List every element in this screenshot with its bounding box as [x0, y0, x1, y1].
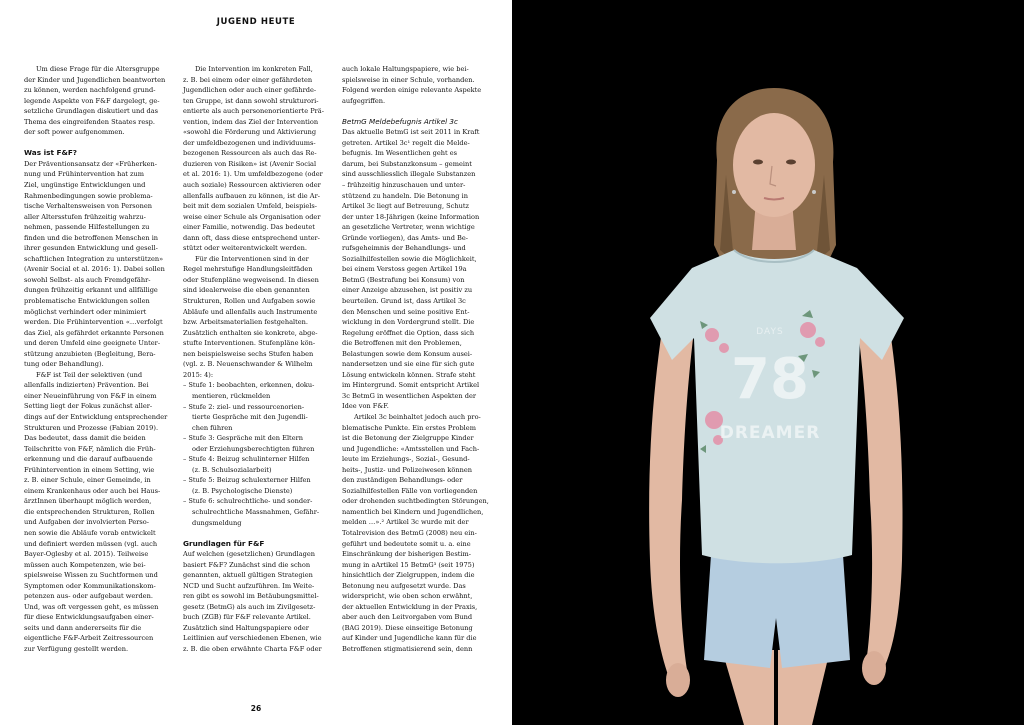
text-line: nung und Frühintervention hat zum [24, 170, 144, 179]
text-line: finden und die betroffenen Menschen in [24, 233, 159, 242]
section-heading: Was ist F&F? [24, 148, 78, 158]
text-line: Für die Interventionen sind in der [195, 254, 309, 263]
text-line: der aktuellen Entwicklung in der Praxis, [342, 602, 478, 611]
text-line: nehmen, passende Hilfestellungen zu [24, 223, 150, 232]
text-line: einer Neueinführung von F&F in einem [24, 391, 157, 400]
text-line: Abläufe und allenfalls auch Instrumente [183, 307, 318, 316]
text-line: dungen frühzeitig erkannt und allfällige [24, 286, 158, 295]
text-line: Sozialhilfestellen sowie die Möglichkeit, [342, 254, 477, 263]
stage-list [183, 380, 331, 528]
text-line: und deren Umfeld eine geeignete Unter- [24, 339, 161, 348]
list-item [183, 496, 331, 528]
text-line: stützend zu handeln. Die Betonung in [342, 191, 468, 200]
text-line: und Jugendliche: «Amtsstellen und Fach- [342, 444, 480, 453]
text-line: F&F ist Teil der selektiven (und [36, 370, 143, 379]
text-line: Artikel 3c liegt auf Betreuung, Schutz [342, 202, 469, 211]
text-line: heits-, Justiz- und Polizeiwesen können [342, 465, 472, 474]
text-line: «sowohl die Förderung und Aktivierung [183, 128, 317, 137]
text-line: bezogenen Ressourcen als auch das Re- [183, 149, 317, 158]
text-line: getreten. Artikel 3c¹ regelt die Melde- [342, 138, 470, 147]
text-line: oder Erziehungsberechtigten führen [192, 444, 315, 453]
text-line: der soft power aufgenommen. [24, 128, 125, 137]
text-line: Frühintervention in einem Setting, wie [24, 465, 155, 474]
text-line: spielsweise Wissen zu Suchtformen und [24, 571, 158, 580]
text-line: dings auf der Entwicklung entsprechender [24, 413, 168, 421]
text-line: stufte Interventionen. Stufenpläne kön- [183, 339, 316, 348]
text-line: dann oft, dass diese entsprechend unter- [183, 233, 320, 242]
text-line: z. B. einer Schule, einer Gemeinde, in [24, 476, 151, 485]
text-line: Und, was oft vergessen geht, es müssen [24, 602, 159, 611]
text-line: basiert F&F? Zunächst sind die schon [183, 560, 311, 569]
list-item [183, 380, 331, 401]
text-line: erkennung und die darauf aufbauende [24, 455, 153, 464]
text-line: Das bedeutet, dass damit die beiden [24, 434, 146, 443]
text-line: ten Gruppe, ist dann sowohl strukturori- [183, 96, 319, 105]
text-line: mentieren, rückmelden [192, 391, 271, 400]
text-line: genannten, aktuell gültigen Strategien [183, 571, 313, 580]
text-line: oder Stufenpläne wegweisend. In diesen [183, 275, 319, 284]
column-2 [183, 64, 331, 655]
text-line: sind idealerweise die eben genannten [183, 286, 310, 295]
text-line: nen beispielsweise sechs Stufen haben [183, 349, 314, 358]
text-line: bei einem Verstoss gegen Artikel 19a [342, 265, 467, 274]
text-line: auf Kinder und Jugendliche kann für die [342, 634, 477, 643]
text-line: das Ziel, als gefährdet erkannte Personen [24, 328, 164, 337]
text-line: aller Altersstufen frühzeitig wahrzu- [24, 212, 146, 221]
text-line: Setting liegt der Fokus zunächst aller- [24, 402, 153, 411]
text-line: müssen auch Kompetenzen, wie bei- [24, 560, 146, 569]
text-line: rufsgeheimnis der Behandlungs- und [342, 244, 466, 253]
text-line: (BAG 2019). Diese einseitige Betonung [342, 623, 473, 632]
text-line: Rahmenbedingungen sowie problema- [24, 191, 153, 200]
column-1 [24, 64, 172, 655]
text-line: namentlich bei Kindern und Jugendlichen, [342, 507, 484, 516]
text-line: – Stufe 5: Beizug schulexterner Hilfen [183, 476, 311, 485]
text-line: Ziel, ungünstige Entwicklungen und [24, 180, 146, 189]
text-line: aber auch den Leitvorgaben vom Bund [342, 613, 473, 622]
text-line: allenfalls indizierten) Prävention. Bei [24, 381, 149, 390]
text-line: Die Intervention im konkreten Fall, [195, 65, 313, 73]
text-line: der Kinder und Jugendlichen beantworten [24, 75, 166, 84]
text-line: ren gibt es sowohl im Betäubungsmittel- [183, 592, 319, 601]
text-line: Betonung neu aufgesetzt wurde. Das [342, 581, 466, 590]
text-line: et al. 2016: 1). Um umfeldbezogene (oder [183, 170, 323, 179]
text-line: chen führen [192, 423, 233, 432]
text-line: Auf welchen (gesetzlichen) Grundlagen [183, 550, 316, 559]
text-line: allenfalls aufbauen zu können, ist die Ar- [183, 191, 320, 200]
text-line: mung in aArtikel 15 BetmG³ (seit 1975) [342, 560, 475, 569]
text-line: BetmG (Bestrafung bei Konsum) von [342, 275, 465, 284]
text-line: Strukturen, Rollen und Aufgaben sowie [183, 297, 316, 306]
text-line: Einschränkung der bisherigen Bestim- [342, 550, 471, 559]
text-line: Bayer-Oglesby et al. 2015). Teilweise [24, 550, 149, 559]
subsection-heading: BetmG Meldebefugnis Artikel 3c [342, 116, 458, 126]
text-line: – Stufe 3: Gespräche mit den Eltern [183, 434, 303, 443]
text-line: schaftlichen Integration zu unterstützen» [24, 254, 164, 263]
text-line: seits und dann andererseits für die [24, 623, 142, 632]
text-line: – Stufe 1: beobachten, erkennen, doku- [183, 381, 315, 390]
text-line: Um diese Frage für die Altersgruppe [36, 65, 160, 73]
text-line: – Stufe 4: Beizug schulinterner Hilfen [183, 455, 310, 464]
text-line: Betroffenen stigmatisierend sein, denn [342, 645, 473, 654]
text-line: aufgegriffen. [342, 96, 386, 105]
text-line: Symptomen oder Kommunikationskom- [24, 581, 156, 590]
text-line: die entsprechenden Strukturen, Rollen [24, 507, 155, 516]
right-page [512, 0, 1024, 725]
list-item [183, 475, 331, 496]
text-line: die Betroffenen mit den Problemen, [342, 339, 462, 348]
text-line: Strukturen und Prozesse (Fabian 2019). [24, 423, 159, 432]
text-line: (z. B. Psychologische Dienste) [192, 486, 293, 495]
svg-text:78: 78 [731, 347, 809, 412]
portrait-photo [512, 0, 1024, 725]
text-line: bzw. Arbeitsmaterialien festgehalten. [183, 318, 308, 327]
list-item [183, 433, 331, 454]
section-heading: Grundlagen für F&F [183, 538, 265, 548]
text-line: entierte als auch personenorientierte Prä- [183, 107, 324, 116]
text-line: gesetz (BetmG) als auch im Zivilgesetz- [183, 602, 316, 611]
page-number: 26 [250, 704, 262, 713]
text-line: hinsichtlich der Zielgruppen, indem die [342, 571, 475, 580]
text-line: Artikel 3c beinhaltet jedoch auch pro- [354, 413, 481, 421]
text-line: für diese Entwicklungsaufgaben einer- [24, 613, 154, 622]
text-line: den zuständigen Behandlungs- oder [342, 476, 463, 485]
text-line: tische Verhaltensweisen von Personen [24, 202, 153, 211]
text-line: ärztInnen überhaupt möglich werden, [24, 497, 152, 506]
text-line: Das aktuelle BetmG ist seit 2011 in Kraft [342, 128, 480, 137]
text-line: Sozialhilfestellen Fälle von vorliegenden [342, 486, 478, 495]
text-line: ist die Betonung der Zielgruppe Kinder [342, 434, 474, 443]
text-line: widerspricht, wie oben schon erwähnt, [342, 592, 473, 601]
text-line: (z. B. Schulsozialarbeit) [192, 465, 272, 474]
text-line: duzieren von Risiken» ist (Avenir Social [183, 159, 317, 168]
text-line: Totalrevision des BetmG (2008) neu ein- [342, 529, 477, 538]
text-line: ihrer gesunden Entwicklung und gesell- [24, 244, 158, 253]
text-line: im Hintergrund. Somit entspricht Artikel [342, 381, 480, 390]
svg-text:DREAMER: DREAMER [719, 423, 821, 443]
text-line: – Stufe 6: schulrechtliche- und sonder- [183, 497, 313, 506]
text-line: tierte Gespräche mit den Jugendli- [192, 413, 308, 422]
text-line: eigentliche F&F-Arbeit Zeitressourcen [24, 634, 154, 643]
text-line: werden. Die Frühintervention «…verfolgt [24, 318, 163, 327]
text-line: schulrechtliche Massnahmen, Gefähr- [192, 507, 320, 516]
text-line: Lösung entwickeln können. Strafe steht [342, 370, 476, 379]
text-line: geführt und bedeutete somit u. a. eine [342, 539, 471, 548]
text-line: nandersetzen und sie eine für sich gute [342, 360, 475, 369]
text-line: den Menschen und seine positive Ent- [342, 307, 470, 316]
text-line: 3c BetmG in wesentlichen Aspekten der [342, 391, 477, 400]
text-line: wicklung in den Vordergrund stellt. Die [342, 318, 475, 327]
text-line: – frühzeitig hinzuschauen und unter- [342, 180, 466, 189]
text-line: Teilschritte von F&F, nämlich die Früh- [24, 444, 156, 453]
text-line: legende Aspekte von F&F dargelegt, ge- [24, 96, 160, 105]
text-line: auch soziale) Ressourcen aktivieren oder [183, 181, 321, 190]
text-line: (Avenir Social et al. 2016: 1). Dabei sollen [24, 265, 165, 274]
text-line: stützung anzubieten (Begleitung, Bera- [24, 349, 156, 358]
text-line: zur Verfügung gestellt werden. [24, 645, 129, 654]
text-line: auch lokale Haltungspapiere, wie bei- [342, 65, 469, 73]
text-line: an gesetzliche Vertreter, wenn wichtige [342, 223, 475, 232]
text-line: Jugendlichen oder auch einer gefährde- [183, 86, 317, 95]
text-line: zu können, werden nachfolgend grund- [24, 86, 156, 95]
text-line: einer Familie, notwendig. Das bedeutet [183, 223, 315, 232]
text-line: vention, indem das Ziel der Intervention [183, 117, 319, 126]
text-line: der unter 18-Jährigen (keine Information [342, 212, 480, 221]
text-line: Regel mehrstufige Handlungsleitfäden [183, 265, 313, 274]
text-line: und definiert werden müssen (vgl. auch [24, 539, 158, 548]
list-item [183, 454, 331, 475]
text-line: darum, bei Substanzkonsum – gemeint [342, 159, 472, 168]
text-line: Zusätzlich enthalten sie konkrete, abge- [183, 328, 318, 337]
text-line: NCD und Sucht aufzuführen. Im Weite- [183, 581, 315, 590]
text-line: z. B. die oben erwähnte Charta F&F oder [183, 645, 322, 654]
text-line: nen sowie die Abläufe vorab entwickelt [24, 529, 156, 538]
text-line: problematische Entwicklungen sollen [24, 296, 150, 305]
text-line: sowohl Selbst- als auch Fremdgefähr- [24, 275, 151, 284]
text-line: beit mit dem sozialen Umfeld, beispiels- [183, 202, 318, 211]
text-line: – Stufe 2: ziel- und ressourcenorien- [183, 402, 305, 411]
text-line: setzliche Grundlagen diskutiert und das [24, 107, 159, 116]
text-line: einem Krankenhaus oder auch bei Haus- [24, 486, 161, 495]
text-line: Zusätzlich sind Haltungspapiere oder [183, 623, 309, 632]
running-header: JUGEND HEUTE [216, 17, 296, 27]
text-line: blematische Punkte. Ein erstes Problem [342, 423, 476, 432]
text-line: Der Präventionsansatz der «Früherken- [24, 159, 157, 168]
text-line: Folgend werden einige relevante Aspekte [342, 86, 482, 95]
text-line: Gründe vorliegen), das Amts- und Be- [342, 233, 469, 242]
text-line: Regelung eröffnet die Option, dass sich [342, 328, 475, 337]
text-line: tung oder Behandlung). [24, 360, 104, 369]
text-line: und Aufgaben der involvierten Perso- [24, 518, 149, 527]
text-line: z. B. bei einem oder einer gefährdeten [183, 75, 313, 84]
column-3 [342, 64, 490, 655]
text-line: weise einer Schule als Organisation oder [183, 212, 321, 221]
text-line: Belastungen sowie dem Konsum ausei- [342, 349, 473, 358]
list-item [183, 402, 331, 434]
text-line: Idee von F&F. [342, 402, 389, 411]
text-line: (vgl. z. B. Neuenschwander & Wilhelm [183, 360, 313, 369]
text-line: Leitlinien auf verschiedenen Ebenen, wie [183, 634, 322, 643]
text-line: Thema des eingreifenden Staates resp. [24, 117, 155, 126]
text-line: oder drohenden suchtbedingten Störungen, [342, 497, 489, 506]
text-line: der umfeldbezogenen und individuums- [183, 138, 316, 147]
svg-text:DAYS: DAYS [756, 327, 784, 337]
text-line: beurteilen. Grund ist, dass Artikel 3c [342, 296, 466, 305]
text-line: einer Anzeige abzusehen, ist positiv zu [342, 286, 473, 295]
text-line: buch (ZGB) für F&F relevante Artikel. [183, 613, 311, 622]
text-line: dungsmeldung [192, 518, 242, 527]
text-line: 2015: 4): [183, 370, 214, 379]
text-line: leute im Erziehungs-, Sozial-, Gesund- [342, 455, 470, 464]
text-line: befugnis. Im Wesentlichen geht es [342, 149, 458, 158]
text-line: sind ausschliesslich illegale Substanzen [342, 170, 476, 179]
text-line: spielsweise in einer Schule, vorhanden. [342, 75, 475, 84]
text-line: möglichst verhindert oder minimiert [24, 307, 147, 316]
text-line: melden …».² Artikel 3c wurde mit der [342, 518, 469, 527]
text-line: stützt oder weiterentwickelt werden. [183, 244, 308, 253]
text-line: petenzen aus- oder aufgebaut werden. [24, 592, 153, 601]
